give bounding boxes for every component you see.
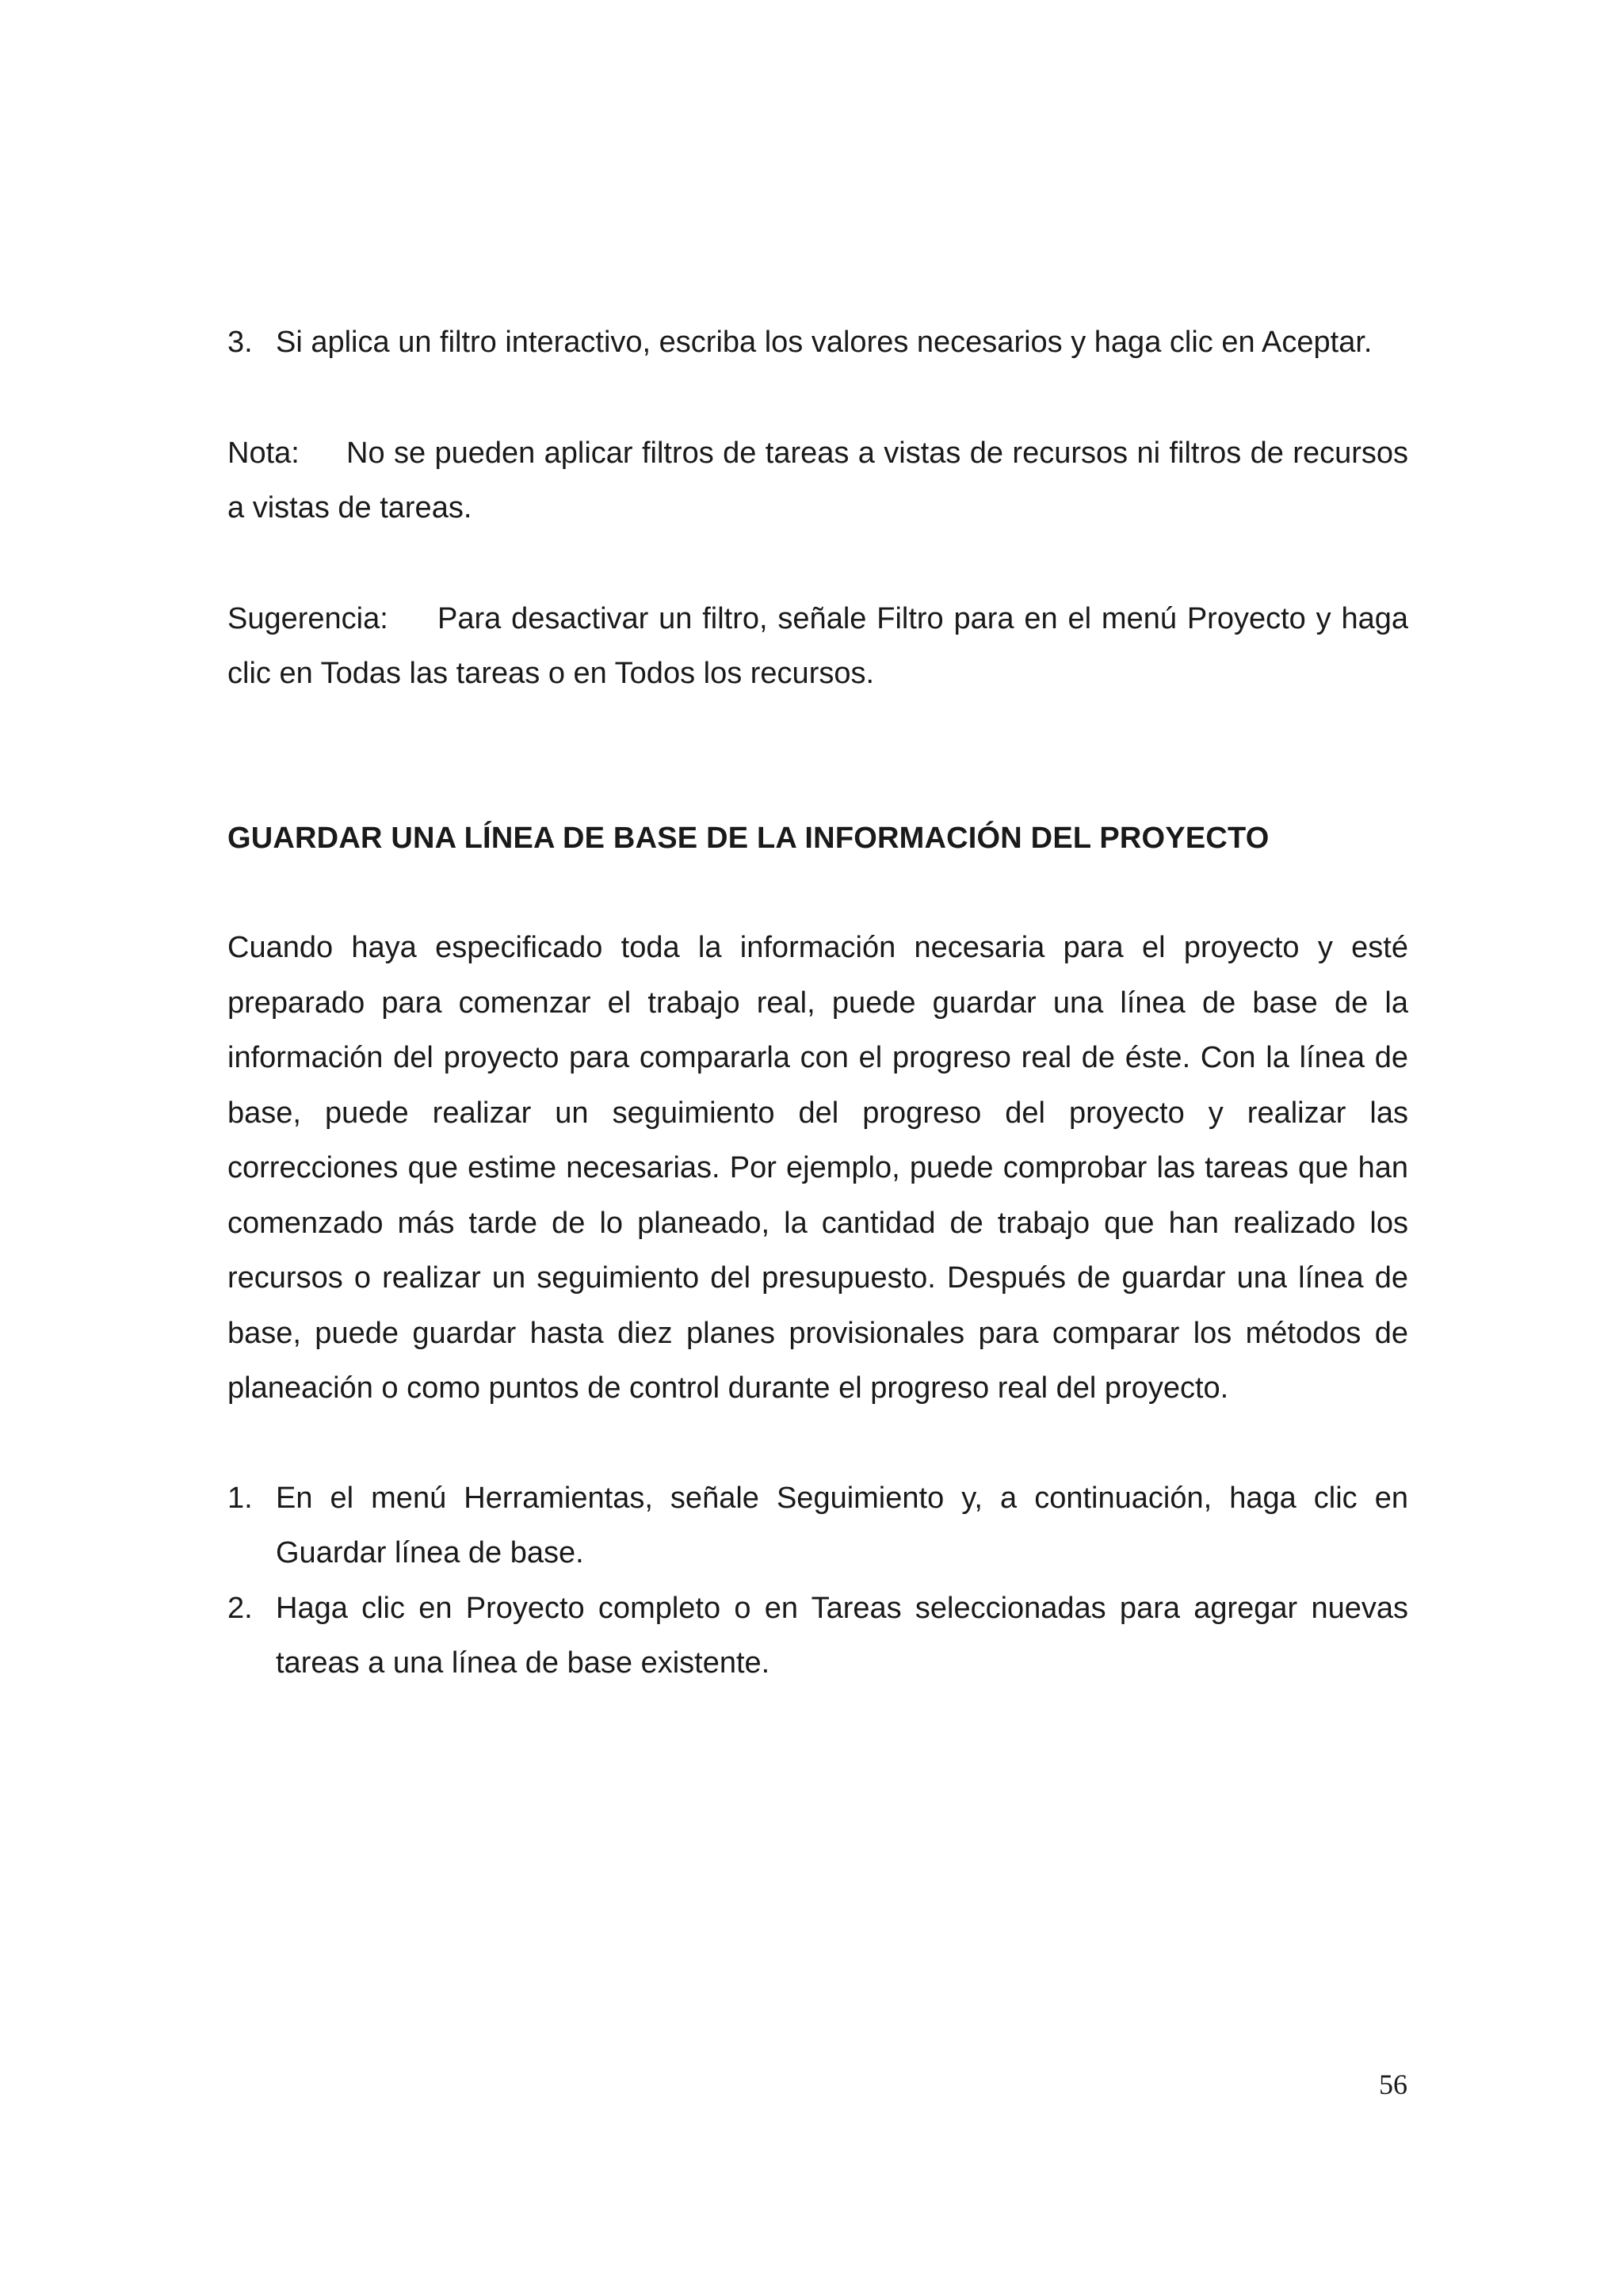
list-item-1 — [227, 1471, 1408, 1581]
list-item-2 — [227, 1581, 1408, 1691]
body-paragraph: Cuando haya especificado toda la información necesaria para el proyecto y esté preparado para comenzar el trabajo real, puede guardar una línea de base de la información del proyecto para compararla con el progreso real de éste. Con la línea de base, puede realizar un seguimiento del progreso del proyecto y realizar las correcciones que estime necesarias. Por ejemplo, puede comprobar las tareas que han comenzado más tarde de lo planeado, la cantidad de trabajo que han realizado los recursos o realizar un seguimiento del presupuesto. Después de guardar una línea de base, puede guardar hasta diez planes provisionales para comparar los métodos de planeación o como puntos de control durante el progreso real del proyecto. — [227, 931, 1408, 1405]
tip-label: Sugerencia: — [227, 601, 388, 635]
list-text: En el menú Herramientas, señale Seguimiento y, a continuación, haga clic en Guardar línea de base. — [276, 1481, 1408, 1569]
list-text: Haga clic en Proyecto completo o en Tareas seleccionadas para agregar nuevas tareas a una línea de base existente. — [276, 1591, 1408, 1680]
list-item-3 — [227, 315, 1408, 371]
page-content — [227, 315, 1408, 1691]
note-paragraph — [227, 426, 1408, 536]
page-number: 56 — [1379, 2069, 1407, 2100]
list-number: 3. — [227, 326, 253, 359]
section-heading: GUARDAR UNA LÍNEA DE BASE DE LA INFORMACIÓN DEL PROYECTO — [227, 821, 1270, 855]
note-label: Nota: — [227, 436, 300, 470]
note-text: No se pueden aplicar filtros de tareas a vistas de recursos ni filtros de recursos a vistas de tareas. — [227, 436, 1408, 524]
list-number: 2. — [227, 1591, 253, 1625]
list-text: Si aplica un filtro interactivo, escriba los valores necesarios y haga clic en Aceptar. — [276, 326, 1373, 359]
list-number: 1. — [227, 1481, 253, 1515]
tip-text: Para desactivar un filtro, señale Filtro para en el menú Proyecto y haga clic en Todas las tareas o en Todos los recursos. — [227, 601, 1408, 690]
tip-paragraph — [227, 592, 1408, 702]
steps-list — [227, 1471, 1408, 1691]
